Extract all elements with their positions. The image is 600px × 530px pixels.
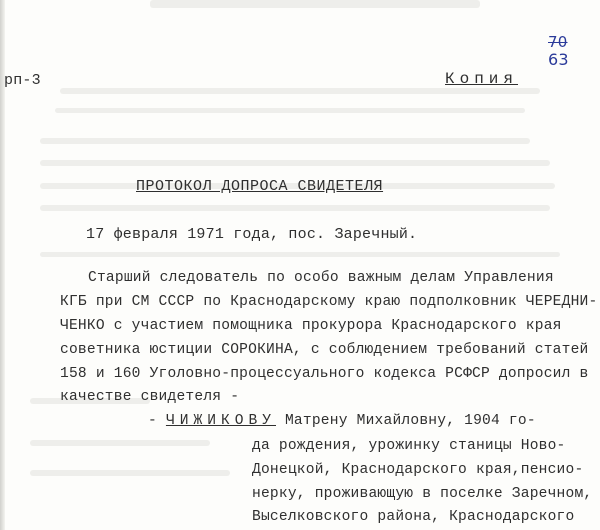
body-line: Старший следователь по особо важным делам Управления <box>88 270 554 286</box>
body-line: ЧЕНКО с участием помощника прокурора Краснодарского края <box>60 318 562 334</box>
bleed-through-mark <box>40 205 550 211</box>
witness-dash: - <box>148 413 157 429</box>
bleed-through-mark <box>30 470 230 476</box>
body-line: качестве свидетеля - <box>60 389 240 405</box>
bleed-through-mark <box>55 108 525 113</box>
witness-surname: ЧИЖИКОВУ <box>165 413 276 429</box>
page-number-struck: 70 <box>548 33 568 51</box>
bleed-through-mark <box>40 160 550 166</box>
witness-line <box>148 413 536 429</box>
witness-bio-line: нерку, проживающую в поселке Заречном, <box>252 486 593 502</box>
witness-given-name: Матрену Михайловну, 1904 го- <box>276 413 536 429</box>
bleed-through-mark <box>60 88 540 94</box>
witness-bio-line: Выселковского района, Краснодарского <box>252 509 575 525</box>
witness-bio-line: да рождения, урожинку станицы Ново- <box>252 438 566 454</box>
body-line: советника юстиции СОРОКИНА, с соблюдением требований статей <box>60 342 589 358</box>
file-code: рп-3 <box>4 72 41 89</box>
page-number-current: 63 <box>548 50 569 69</box>
bleed-through-mark <box>40 138 530 144</box>
date-place: 17 февраля 1971 года, пос. Заречный. <box>86 226 418 243</box>
document-heading: ПРОТОКОЛ ДОПРОСА СВИДЕТЕЛЯ <box>136 178 384 195</box>
copy-mark: Копия <box>445 70 519 88</box>
bleed-through-mark <box>30 440 210 446</box>
witness-bio-line: Донецкой, Краснодарского края,пенсио- <box>252 462 584 478</box>
page-number <box>548 33 569 69</box>
bleed-through-mark <box>40 252 560 257</box>
bleed-through-mark <box>150 0 480 8</box>
body-line: КГБ при СМ СССР по Краснодарскому краю подполковник ЧЕРЕДНИ- <box>60 294 598 310</box>
body-line: 158 и 160 Уголовно-процессуального кодекса РСФСР допросил в <box>60 366 589 382</box>
